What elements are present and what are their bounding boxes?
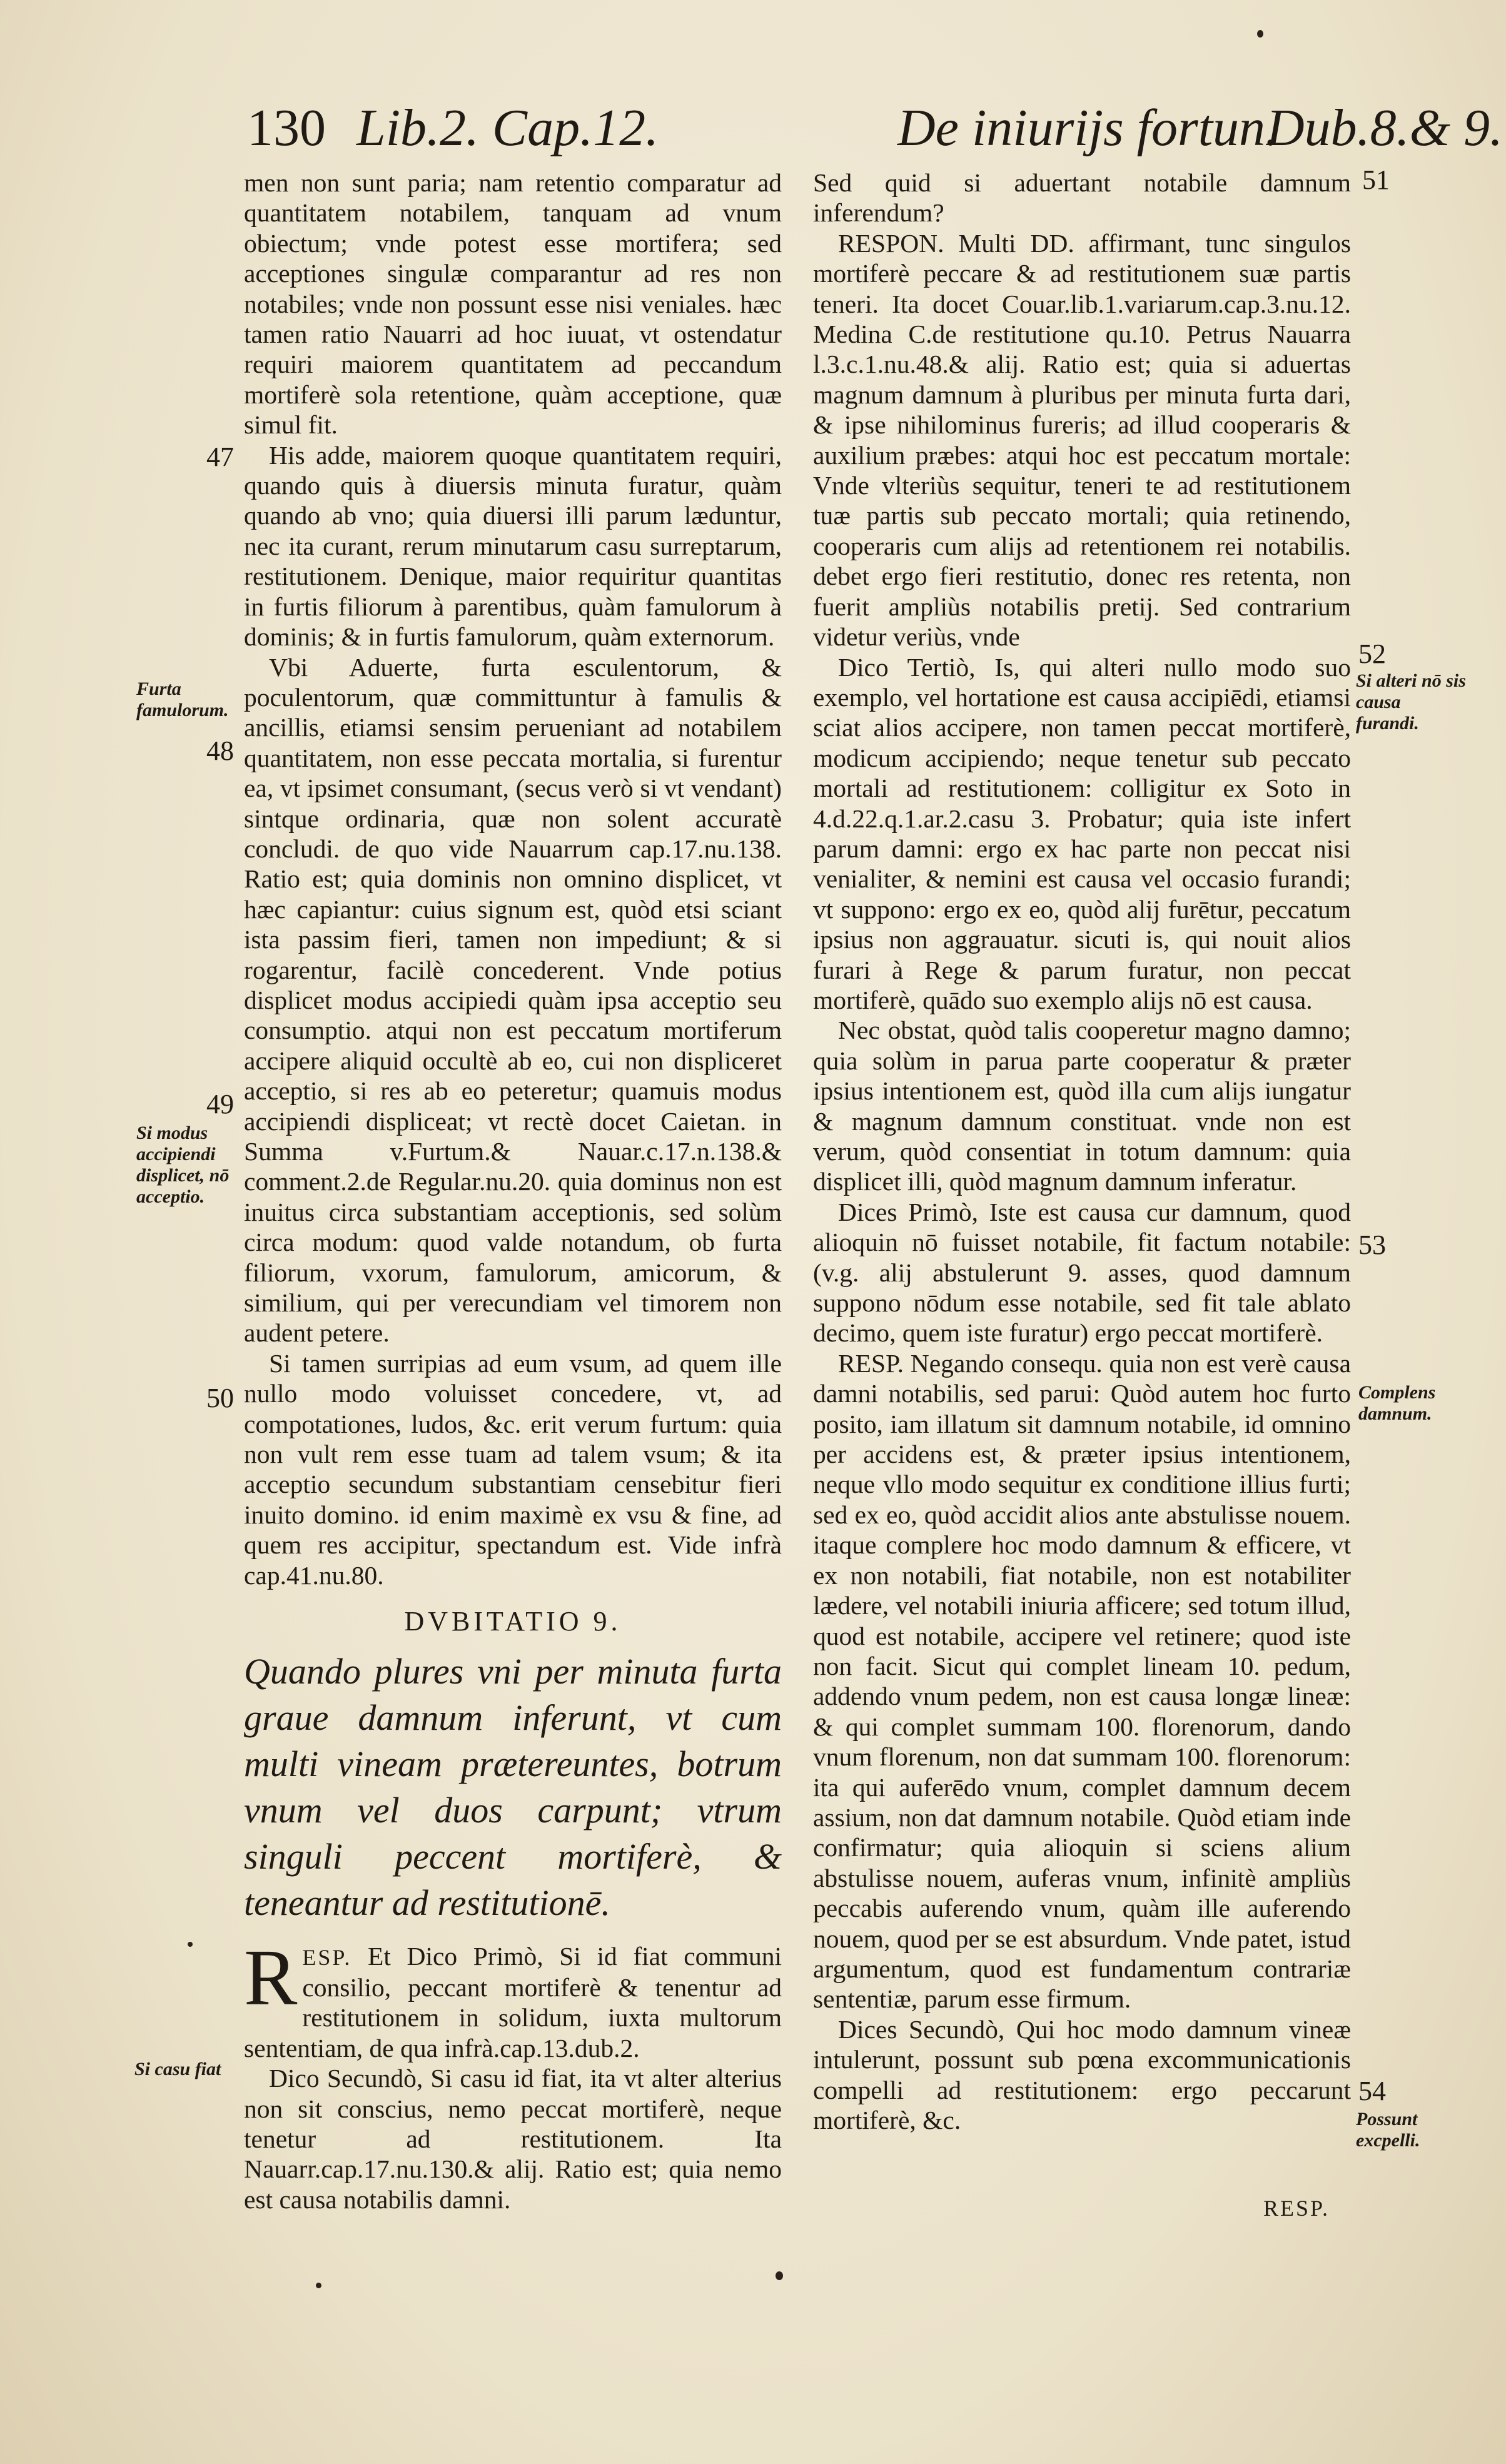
- book-chapter: Lib.2. Cap.12.: [356, 99, 659, 157]
- ink-speck: [1257, 30, 1263, 38]
- paragraph: Sed quid si aduertant notabile damnum inferendum?: [813, 168, 1351, 228]
- folio-number: 130: [247, 99, 326, 157]
- paragraph: Nec obstat, quòd talis cooperetur magno damno; quia solùm in parua parte cooperatur & præter ipsius intentionem est, quòd illa cum alijs iungatur & magnum damnum constituat. vnde non est verum, quòd consentiat in totum damnum: quia displicet illi, quòd magnum damnum inferatur.: [813, 1016, 1351, 1196]
- ink-speck: [316, 2283, 321, 2288]
- dubitatio-heading: DVBITATIO 9.: [404, 1606, 622, 1637]
- ink-speck: [188, 1942, 193, 1947]
- margin-note: Si alteri nō sis causa furandi.: [1356, 670, 1466, 734]
- drop-capital: R: [244, 1932, 298, 2022]
- paragraph: Si tamen surripias ad eum vsum, ad quem ille nullo modo voluisset concedere, vt, ad compotationes, ludos, &c. erit verum furtum: quia non vult rem esse tuam ad talem vsum; & ita acceptio secundum substantiam censebitur fieri inuito domino. id enim maximè ex vsu & fine, ad quem res accipitur, spectandum est. Vide infrà cap.41.nu.80.: [244, 1348, 782, 1590]
- response-text: Et Dico Primò, Si id fiat communi consilio, peccant mortiferè & tenentur ad restitutionem in solidum, iuxta multorum sententiam, de qua infrà.cap.13.dub.2.: [244, 1941, 782, 2063]
- paragraph: His adde, maiorem quoque quantitatem requiri, quando quis à diuersis minuta furatur, quàm quando ab vno; quia diuersi illi parum læduntur, nec ita curant, rerum minutarum casu surreptarum, restitutionem. Denique, maior requiritur quantitas in furtis filiorum à parentibus, quàm famulorum à dominis; & in furtis famulorum, quàm externorum.: [244, 440, 782, 652]
- response-label: ESP.: [302, 1944, 352, 1970]
- margin-note: Si modus accipiendi displicet, nō acceptio.: [136, 1123, 230, 1207]
- ink-speck: [776, 2271, 783, 2280]
- margin-note: Possunt excpelli.: [1356, 2109, 1420, 2151]
- paragraph: Dices Secundò, Qui hoc modo damnum vineæ intulerunt, possunt sub pœna excommunicationis compelli ad restitutionem: ergo peccarunt mortiferè, &c.: [813, 2014, 1351, 2134]
- section-number: 48: [206, 735, 234, 766]
- section-number: 51: [1362, 164, 1390, 195]
- left-column: [244, 168, 782, 2214]
- paragraph: Dico Secundò, Si casu id fiat, ita vt alter alterius non sit conscius, nemo peccat mortiferè, neque tenetur ad restitutionem. Ita Nauarr.cap.17.nu.130.& alij. Ratio est; quia nemo est causa notabilis damni.: [244, 2064, 782, 2214]
- catchword: RESP.: [1263, 2196, 1330, 2221]
- running-title: De iniurijs fortun.: [897, 99, 1279, 157]
- section-number: 53: [1358, 1229, 1386, 1260]
- margin-note: Si casu fiat: [134, 2059, 221, 2079]
- response-paragraph: [244, 1932, 782, 2064]
- paragraph: Dico Tertiò, Is, qui alteri nullo modo suo exemplo, vel hortatione est causa accipiēdi, etiamsi sciat alios accipere, non tamen peccat mortiferè, modicum accipiendo; neque tenetur sub peccato mortali ad restitutionem: colligitur ex Soto in 4.d.22.q.1.ar.2.casu 3. Probatur; quia iste infert parum damni: ergo ex hac parte non peccat nisi venialiter, & nemini est causa vel occasio furandi; vt suppono: ergo ex eo, quòd alij furētur, peccatum ipsius non aggrauatur. sicuti is, qui nouit alios furari à Rege & parum furatur, non peccat mortiferè, quādo suo exemplo alijs nō est causa.: [813, 652, 1351, 1014]
- section-number: 54: [1358, 2076, 1386, 2106]
- running-head: [247, 94, 1503, 163]
- right-column: [813, 168, 1351, 2135]
- paragraph: RESP. Negando consequ. quia non est verè causa damni notabilis, sed parui: Quòd autem hoc furto posito, iam illatum sit damnum notabile, id omnino per accidens est, & præter ipsius intentionem, neque vllo modo sequitur ex conditione illius furti; sed ex eo, quòd accidit alios ante abstulisse nouem. itaque complere hoc modo damnum & efficere, vt ex non notabili, fiat notabile, non est notabiliter lædere, vel notabili iniuria afficere; sed totum illud, quod est notabile, accipere vel retinere; quod iste non facit. Sicut qui complet lineam 10. pedum, addendo vnum pedem, non est causa longæ lineæ: & qui complet summam 100. florenorum, dando vnum florenum, non dat summam 100. florenorum: ita qui auferēdo vnum, complet damnum decem assium, non dat damnum notabile. Quòd etiam inde confirmatur; quia alioquin si sciens alium abstulisse nouem, auferas vnum, infinitè ampliùs peccabis auferendo vnum, quàm ille auferendo nouem, quod per se est absurdum. Vnde patet, istud argumentum, quod est fundamentum contrariæ sententiæ, parum esse firmum.: [813, 1348, 1351, 2014]
- section-number: 49: [206, 1089, 234, 1119]
- margin-note: Complens damnum.: [1358, 1382, 1436, 1424]
- paragraph: men non sunt paria; nam retentio comparatur ad quantitatem notabilem, tanquam ad vnum obiectum; vnde potest esse mortifera; sed acceptiones singulæ comparantur ad res non notabiles; vnde non possunt esse nisi veniales. hæc tamen ratio Nauarri ad hoc iuuat, vt ostendatur requiri maiorem quantitatem ad peccandum mortiferè sola retentione, quàm acceptione, quæ simul fit.: [244, 168, 782, 440]
- paragraph: Vbi Aduerte, furta esculentorum, & poculentorum, quæ committuntur à famulis & ancillis, etiamsi sensim perueniant ad notabilem quantitatem, non esse peccata mortalia, si furentur ea, vt ipsimet consumant, (secus verò si vt vendant) sintque ordinaria, quæ non solent accuratè concludi. de quo vide Nauarrum cap.17.nu.138. Ratio est; quia dominis non omnino displicet, vt hæc capiantur: cuius signum est, quòd etsi sciant ista passim fieri, tamen non impediunt; & si rogarentur, facilè concederent. Vnde potius displicet modus accipiedi quàm ipsa acceptio seu consumptio. atqui non est peccatum mortiferum accipere aliquid occultè ab eo, cui non displiceret acceptio, si res ab eo peteretur; quamuis modus accipiendi displiceat; vt rectè docet Caietan. in Summa v.Furtum.& Nauar.c.17.n.138.& comment.2.de Regular.nu.20. quia dominus non est inuitus circa substantiam acceptionis, sed solùm circa modum: quod valde notandum, ob furta filiorum, vxorum, famulorum, amicorum, & similium, qui per verecundiam vel timorem non audent petere.: [244, 652, 782, 1348]
- paragraph: Dices Primò, Iste est causa cur damnum, quod alioquin nō fuisset notabile, fit factum notabile: (v.g. alij abstulerunt 9. asses, quod damnum suppono nōdum esse notabile, sed fit tale ablato decimo, quem iste furatur) ergo peccat mortiferè.: [813, 1197, 1351, 1348]
- section-number: 47: [206, 442, 234, 472]
- paragraph: RESPON. Multi DD. affirmant, tunc singulos mortiferè peccare & ad restitutionem suæ partis teneri. Ita docet Couar.lib.1.variarum.cap.3.nu.12. Medina C.de restitutione qu.10. Petrus Nauarra l.3.c.1.nu.48.& alij. Ratio est; quia si aduertas magnum damnum à pluribus per minuta furta dari, & ipse nihilominus fureris; ad illud cooperaris & auxilium præbes: atqui hoc est peccatum mortale: Vnde vlteriùs sequitur, teneri te ad restitutionem tuæ partis sub peccato mortali; quia retinendo, cooperaris cum alijs ad retentionem rei notabilis. debet ergo fieri restitutio, donec res retenta, non fuerit ampliùs notabilis pretij. Sed contrarium videtur veriùs, vnde: [813, 228, 1351, 652]
- margin-note: Furta famulorum.: [136, 679, 229, 720]
- dubitatio-question: Quando plures vni per minuta furta graue damnum inferunt, vt cum multi vineam prætereuntes, botrum vnum vel duos carpunt; vtrum singuli peccent mortiferè, & teneantur ad restitutionē.: [244, 1650, 782, 1923]
- dubitatio-range: Dub.8.& 9.: [1266, 99, 1503, 157]
- section-number: 52: [1358, 639, 1386, 669]
- section-number: 50: [206, 1383, 234, 1413]
